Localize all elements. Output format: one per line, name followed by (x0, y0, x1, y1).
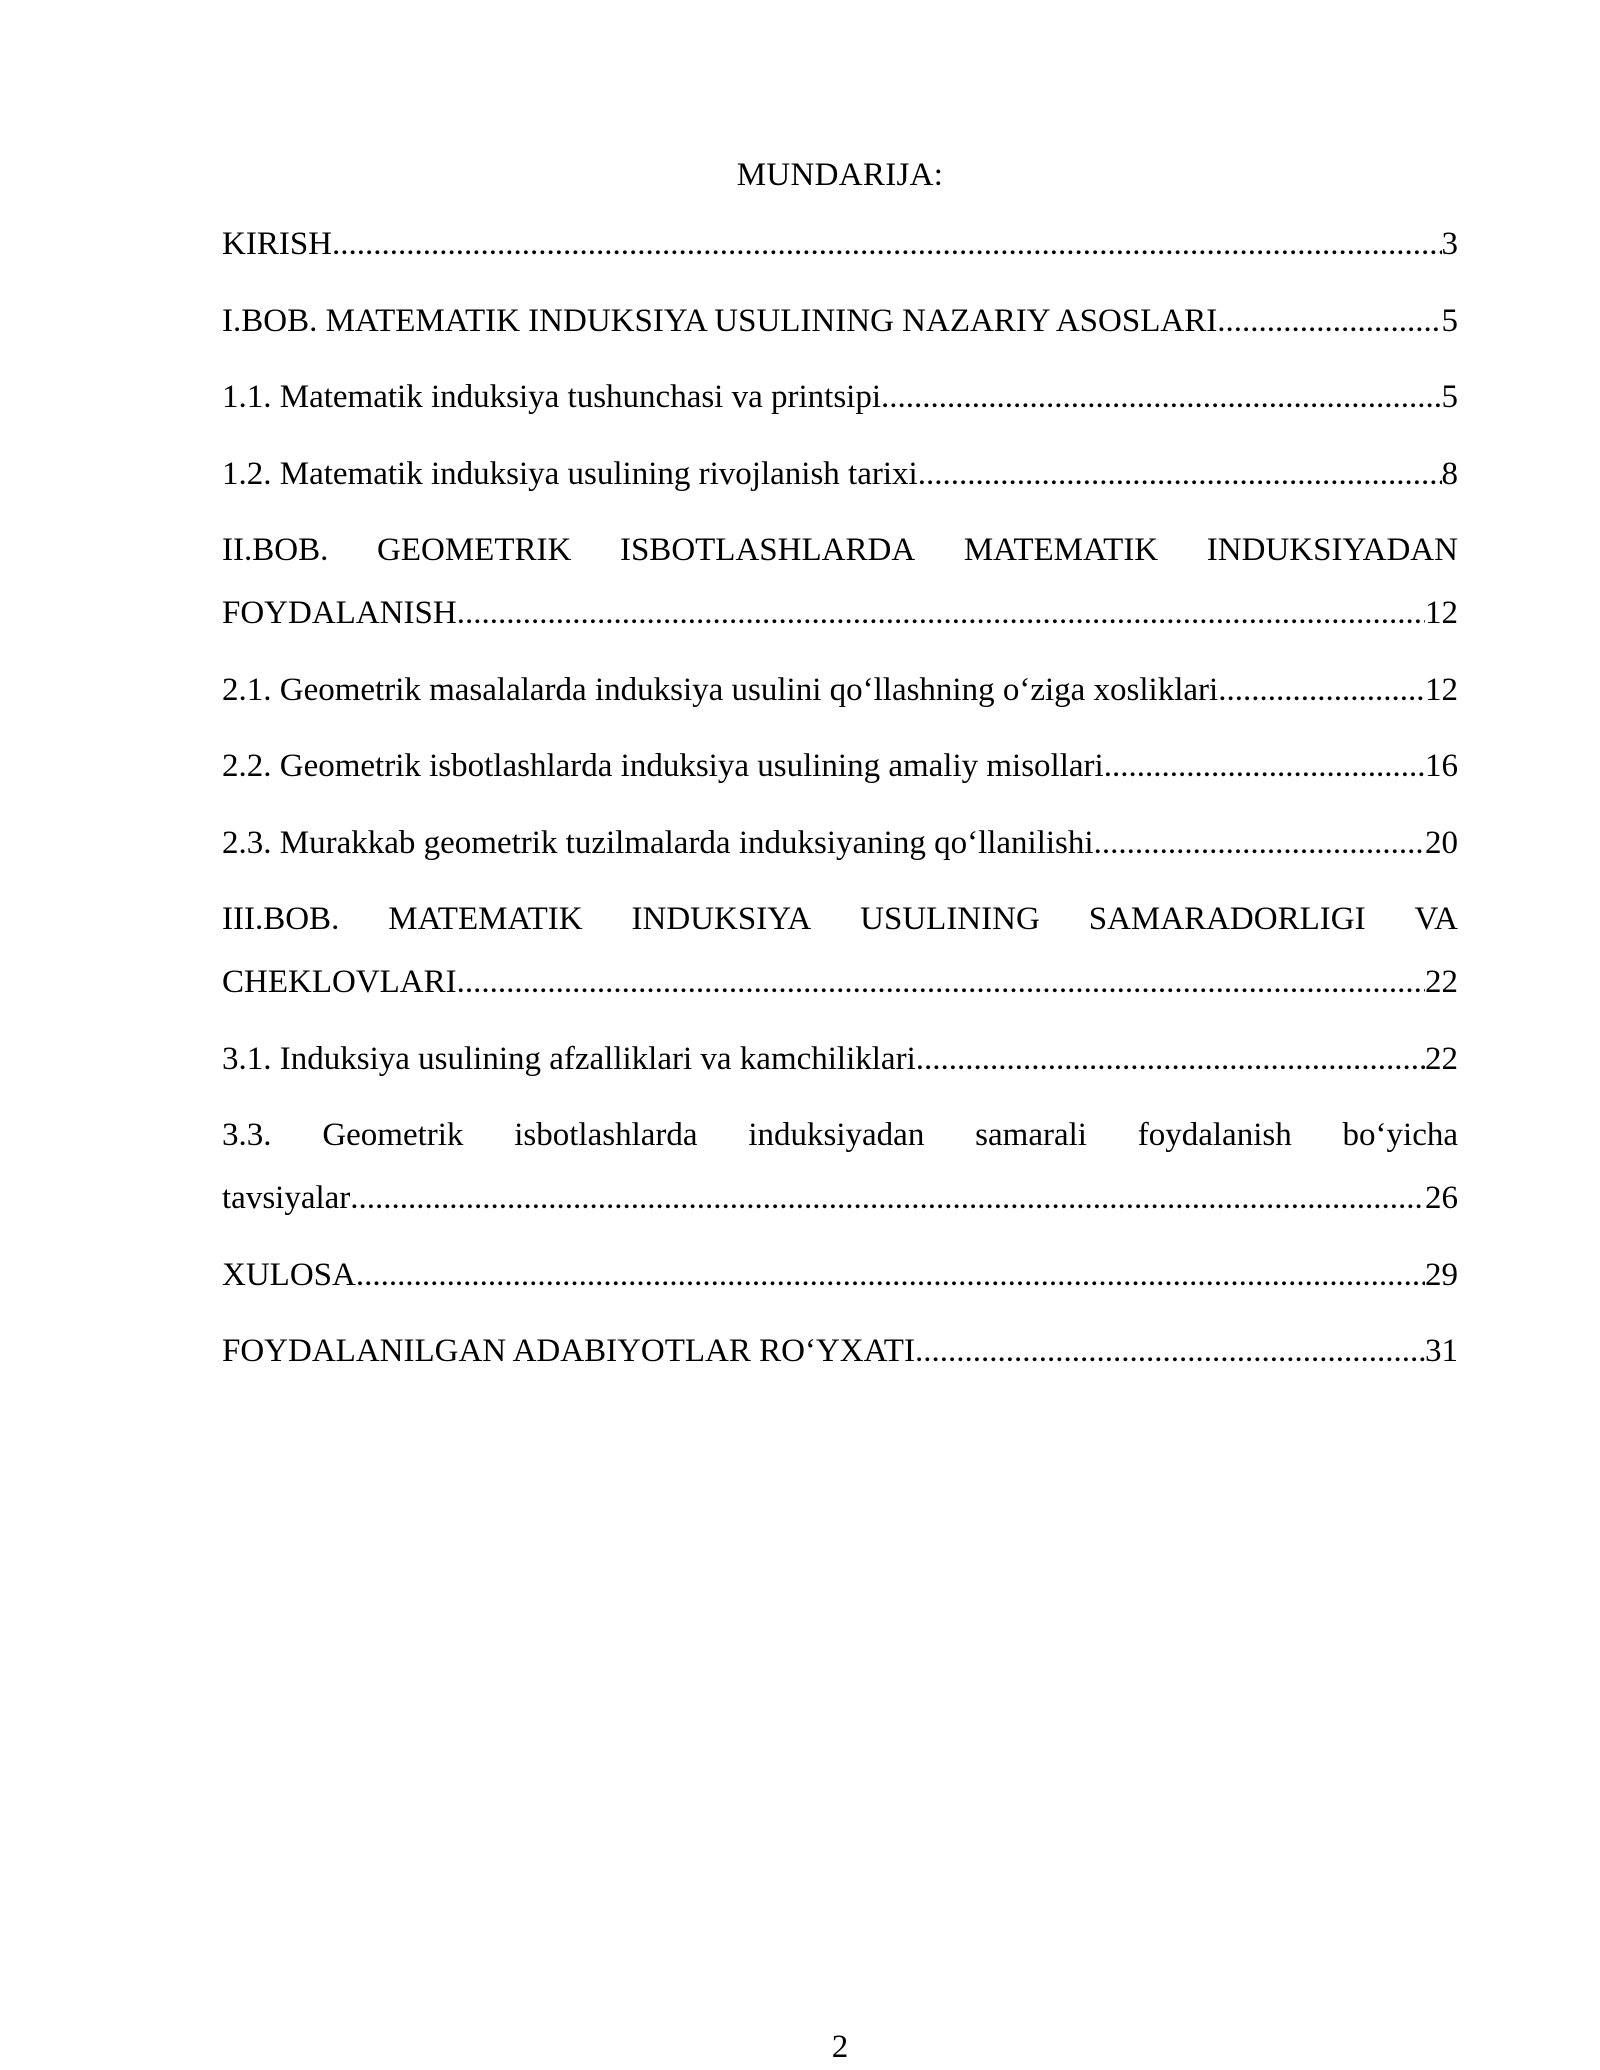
toc-entry-page: 3 (1441, 226, 1458, 262)
toc-entry-page: 31 (1425, 1333, 1458, 1369)
toc-word: MATEMATIK (388, 901, 583, 937)
dot-leader (350, 1167, 1425, 1230)
toc-word: ISBOTLASHLARDA (619, 532, 916, 568)
toc-word: bo‘yicha (1342, 1117, 1458, 1153)
table-of-contents (222, 213, 1458, 1397)
toc-entry-section-2-1[interactable] (222, 659, 1458, 722)
toc-word: Geometrik (322, 1117, 464, 1153)
toc-entry-page: 20 (1425, 824, 1458, 861)
toc-entry-page: 29 (1425, 1256, 1458, 1293)
toc-word: GEOMETRIK (377, 532, 572, 568)
dot-leader (1094, 812, 1425, 875)
toc-word: foydalanish (1137, 1117, 1292, 1153)
dot-leader (457, 582, 1425, 645)
toc-entry-chapter-2[interactable] (222, 519, 1458, 645)
toc-entry-page: 8 (1441, 455, 1458, 492)
toc-word: induksiyadan (748, 1117, 925, 1153)
toc-entry-text: I.BOB. MATEMATIK INDUKSIYA USULINING NAZARIY ASOSLARI (222, 302, 1218, 339)
toc-word: III.BOB. (222, 901, 340, 937)
dot-leader (918, 443, 1442, 506)
toc-word: USULINING (860, 901, 1040, 937)
toc-word: MATEMATIK (963, 532, 1159, 568)
toc-entry-xulosa[interactable] (222, 1244, 1458, 1307)
toc-entry-section-3-3[interactable] (222, 1104, 1458, 1230)
toc-word: INDUKSIYADAN (1206, 532, 1458, 568)
toc-entry-first-line (222, 519, 1458, 582)
toc-entry-page: 5 (1441, 302, 1458, 339)
dot-leader (915, 1320, 1425, 1383)
dot-leader (1218, 659, 1425, 722)
toc-entry-section-2-2[interactable] (222, 735, 1458, 798)
toc-entry-page: 12 (1425, 595, 1458, 631)
dot-leader (457, 951, 1425, 1014)
toc-word: samarali (975, 1117, 1087, 1153)
toc-entry-text: 3.1. Induksiya usulining afzalliklari va kamchiliklari (222, 1040, 916, 1077)
toc-entry-text: 2.1. Geometrik masalalarda induksiya usulini qo‘llashning o‘ziga xosliklari (222, 671, 1219, 708)
toc-entry-page: 5 (1441, 379, 1458, 415)
toc-entry-references[interactable] (222, 1320, 1458, 1383)
document-page (222, 0, 1458, 2070)
toc-entry-first-line (222, 888, 1458, 951)
toc-entry-first-line (222, 1104, 1458, 1167)
dot-leader (881, 366, 1441, 429)
dot-leader (916, 1028, 1425, 1091)
toc-word: 3.3. (222, 1117, 272, 1153)
toc-entry-page: 12 (1425, 671, 1458, 708)
toc-entry-text: 2.2. Geometrik isbotlashlarda induksiya usulining amaliy misollari (222, 748, 1104, 784)
toc-entry-page: 16 (1425, 748, 1458, 784)
page-number: 2 (831, 2029, 849, 2065)
toc-word: SAMARADORLIGI (1088, 901, 1366, 937)
toc-word: isbotlashlarda (514, 1117, 698, 1153)
toc-entry-text: 2.3. Murakkab geometrik tuzilmalarda induksiyaning qo‘llanilishi (222, 824, 1094, 861)
toc-entry-chapter-1[interactable] (222, 290, 1458, 353)
toc-entry-section-1-2[interactable] (222, 443, 1458, 506)
toc-entry-text: KIRISH (222, 226, 333, 262)
dot-leader (1217, 290, 1441, 353)
toc-entry-text: FOYDALANISH (222, 595, 457, 631)
dot-leader (332, 213, 1441, 276)
toc-entry-chapter-3[interactable] (222, 888, 1458, 1014)
toc-entry-text: FOYDALANILGAN ADABIYOTLAR RO‘YXATI (222, 1333, 915, 1369)
toc-word: VA (1414, 901, 1458, 937)
dot-leader (356, 1244, 1425, 1307)
toc-entry-page: 26 (1425, 1180, 1458, 1216)
toc-entry-section-3-1[interactable] (222, 1028, 1458, 1091)
toc-entry-text: tavsiyalar (222, 1180, 351, 1216)
toc-entry-text: CHEKLOVLARI (222, 964, 457, 1000)
toc-entry-text: 1.1. Matematik induksiya tushunchasi va printsipi (222, 379, 882, 415)
toc-entry-section-2-3[interactable] (222, 812, 1458, 875)
toc-entry-page: 22 (1425, 1040, 1458, 1077)
toc-entry-text: 1.2. Matematik induksiya usulining rivojlanish tarixi (222, 455, 918, 492)
toc-entry-kirish[interactable] (222, 213, 1458, 276)
toc-word: INDUKSIYA (631, 901, 812, 937)
toc-entry-text: XULOSA (222, 1256, 356, 1293)
page-title: MUNDARIJA: (736, 157, 944, 193)
toc-entry-page: 22 (1425, 964, 1458, 1000)
toc-entry-section-1-1[interactable] (222, 366, 1458, 429)
dot-leader (1104, 735, 1425, 798)
toc-word: II.BOB. (222, 532, 329, 568)
